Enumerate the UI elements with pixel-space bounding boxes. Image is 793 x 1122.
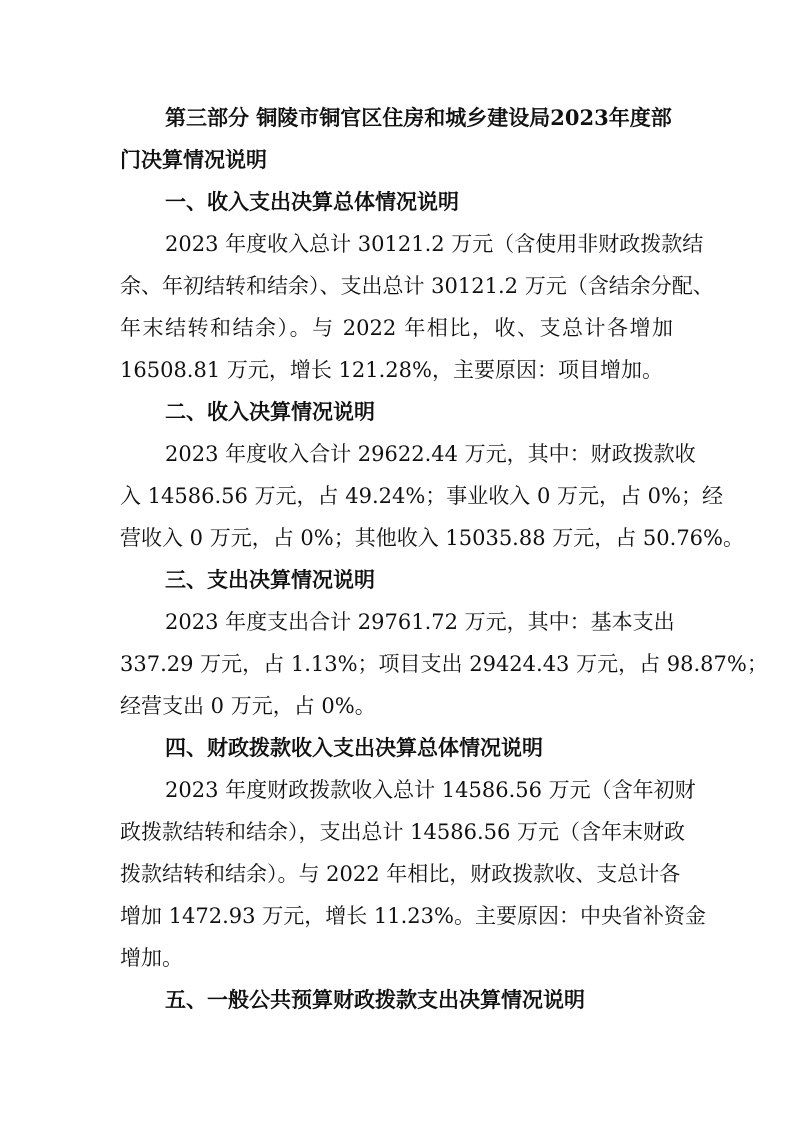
title-line-1: 第三部分 铜陵市铜官区住房和城乡建设局2023年度部: [165, 105, 672, 130]
section-1-line-2: 余、年初结转和结余）、支出总计 30121.2 万元（含结余分配、: [120, 274, 714, 298]
section-2-heading: 二、收入决算情况说明: [165, 399, 375, 424]
section-1-line-1: 2023 年度收入总计 30121.2 万元（含使用非财政拨款结: [165, 232, 704, 256]
title-line-2: 门决算情况说明: [120, 147, 267, 172]
section-4-line-3: 拨款结转和结余）。与 2022 年相比，财政拨款收、支总计各: [120, 862, 681, 886]
section-2-line-2: 入 14586.56 万元，占 49.24%；事业收入 0 万元，占 0%；经: [120, 484, 723, 508]
section-1-heading: 一、收入支出决算总体情况说明: [165, 189, 459, 214]
section-2-line-1: 2023 年度收入合计 29622.44 万元，其中：财政拨款收: [165, 442, 696, 466]
section-4-heading: 四、财政拨款收入支出决算总体情况说明: [165, 735, 543, 760]
section-3-line-3: 经营支出 0 万元，占 0%。: [120, 694, 376, 718]
section-5-heading: 五、一般公共预算财政拨款支出决算情况说明: [165, 987, 585, 1012]
section-3-heading: 三、支出决算情况说明: [165, 567, 375, 592]
section-4-line-2: 政拨款结转和结余），支出总计 14586.56 万元（含年末财政: [120, 820, 686, 844]
section-2-line-3: 营收入 0 万元，占 0%；其他收入 15035.88 万元，占 50.76%。: [120, 526, 744, 550]
section-4-line-5: 增加。: [120, 946, 183, 970]
section-3-line-2: 337.29 万元，占 1.13%；项目支出 29424.43 万元，占 98.87%；: [120, 652, 768, 676]
section-4-line-1: 2023 年度财政拨款收入总计 14586.56 万元（含年初财: [165, 778, 696, 802]
section-1-line-4: 16508.81 万元，增长 121.28%，主要原因：项目增加。: [120, 358, 663, 382]
section-3-line-1: 2023 年度支出合计 29761.72 万元，其中：基本支出: [165, 610, 675, 634]
section-1-line-3: 年末结转和结余）。与 2022 年相比，收、支总计各增加: [120, 316, 673, 340]
section-4-line-4: 增加 1472.93 万元，增长 11.23%。主要原因：中央省补资金: [120, 904, 706, 928]
